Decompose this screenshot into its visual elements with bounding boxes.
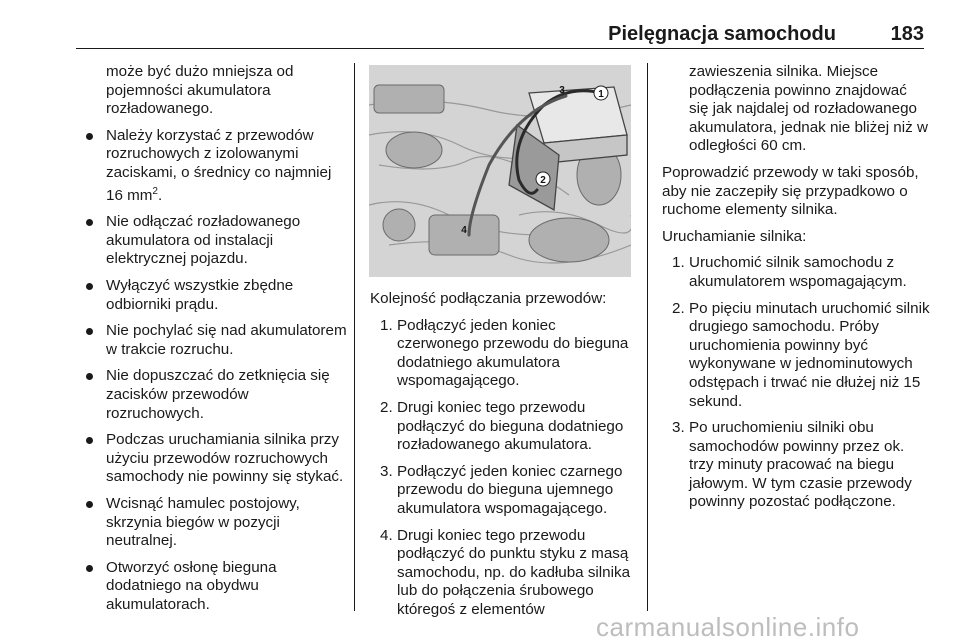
- list-text: Podłączyć jeden koniec czarnego przewodu do bieguna ujemnego akumulatora wspomagającego.: [397, 462, 623, 517]
- routing-paragraph: Poprowadzić przewody w taki sposób, aby nie zaczepiły się przypadkowo o ruchome elementy silnika.: [662, 163, 919, 219]
- list-number: 1.: [672, 254, 685, 272]
- page-number: 183: [890, 23, 924, 45]
- list-number: 2.: [380, 398, 393, 416]
- list-text: Drugi koniec tego przewodu podłączyć do punktu styku z masą samochodu, np. do kadłuba silnika lub do połączenia śrubowego któregoś z elementów: [397, 526, 631, 618]
- bullet-item: [85, 495, 347, 551]
- list-number: 2.: [672, 299, 685, 317]
- engine-bay-drawing: [369, 65, 631, 277]
- bullet-icon: [86, 501, 93, 508]
- bullet-text: Otworzyć osłonę bieguna dodatniego na obydwu akumulatorach.: [106, 558, 277, 613]
- bullet-text: Nie pochylać się nad akumulatorem w trakcie rozruchu.: [106, 322, 347, 358]
- bullet-item: [85, 367, 347, 423]
- continuation-paragraph: zawieszenia silnika. Miejsce podłączenia powinno znajdować się jak najdalej od rozładowanego akumulatora, jednak nie bliżej niż w odległości 60 cm.: [689, 63, 928, 155]
- superscript: 2: [152, 185, 158, 197]
- bullet-item: [85, 127, 347, 205]
- list-number: 4.: [380, 526, 393, 544]
- list-item: [662, 300, 930, 412]
- column-right: [662, 63, 930, 520]
- bullet-item: [85, 431, 347, 487]
- bullet-item: [85, 322, 347, 359]
- connection-order-heading: Kolejność podłączania przewodów:: [370, 290, 607, 307]
- list-item: [370, 527, 635, 620]
- bullet-text: Wyłączyć wszystkie zbędne odbiorniki prądu.: [106, 277, 294, 313]
- starting-heading: Uruchamianie silnika:: [662, 227, 807, 245]
- list-item: [370, 463, 635, 519]
- engine-bay-illustration: [369, 65, 631, 277]
- list-text: Po pięciu minutach uruchomić silnik drugiego samochodu. Próby uruchomienia powinny być wykonywane w jednominutowych odstępach i trwać nie dłużej niż 15 sekund.: [689, 299, 930, 410]
- list-text: Uruchomić silnik samochodu z akumulatorem wspomagającym.: [689, 254, 907, 290]
- column-middle: [370, 290, 635, 628]
- list-number: 1.: [380, 316, 393, 334]
- list-item: [662, 419, 930, 512]
- callout-1: 1: [598, 89, 604, 100]
- list-text: Drugi koniec tego przewodu podłączyć do bieguna dodatniego rozładowanego akumulatora.: [397, 398, 624, 454]
- bullet-icon: [86, 133, 93, 140]
- bullet-icon: [86, 373, 93, 380]
- bullet-text: Nie dopuszczać do zetknięcia się zacisków przewodów rozruchowych.: [106, 367, 330, 422]
- bullet-icon: [86, 565, 93, 572]
- callout-4: 4: [461, 225, 467, 236]
- list-number: 3.: [672, 419, 685, 437]
- bullet-tail: .: [157, 186, 163, 204]
- bullet-text: Wcisnąć hamulec postojowy, skrzynia biegów w pozycji neutralnej.: [106, 494, 300, 550]
- list-item: [662, 254, 930, 291]
- bullet-item: [85, 277, 347, 314]
- bullet-item: [85, 213, 347, 269]
- bullet-text: Podczas uruchamiania silnika przy użyciu przewodów rozruchowych samochody nie powinny się stykać.: [106, 431, 344, 486]
- column-divider: [354, 63, 355, 611]
- bullet-icon: [86, 328, 93, 335]
- list-item: [370, 399, 635, 455]
- intro-paragraph: może być dużo mniejsza od pojemności akumulatora rozładowanego.: [106, 63, 294, 118]
- column-divider: [647, 63, 648, 611]
- list-text: Po uruchomieniu silniki obu samochodów powinny przez ok. trzy minuty pracować na biegu jałowym. W tym czasie przewody powinny pozostać podłączone.: [689, 419, 912, 511]
- list-text: Podłączyć jeden koniec czerwonego przewodu do bieguna dodatniego akumulatora wspomagającego.: [397, 316, 629, 390]
- bullet-icon: [86, 437, 93, 444]
- page-header: [76, 20, 924, 49]
- bullet-icon: [86, 219, 93, 226]
- callout-3: 3: [559, 85, 565, 96]
- section-title: Pielęgnacja samochodu: [608, 23, 836, 45]
- bullet-text: Należy korzystać z przewodów rozruchowych z izolowanymi zaciskami, o średnicy co najmniej 16 mm: [106, 126, 332, 204]
- column-left: [85, 63, 347, 623]
- list-item: [370, 317, 635, 391]
- bullet-text: Nie odłączać rozładowanego akumulatora od instalacji elektrycznej pojazdu.: [106, 213, 301, 268]
- callout-2: 2: [540, 175, 546, 186]
- bullet-icon: [86, 283, 93, 290]
- watermark: carmanualsonline.info: [596, 612, 860, 642]
- list-number: 3.: [380, 462, 393, 480]
- bullet-item: [85, 559, 347, 615]
